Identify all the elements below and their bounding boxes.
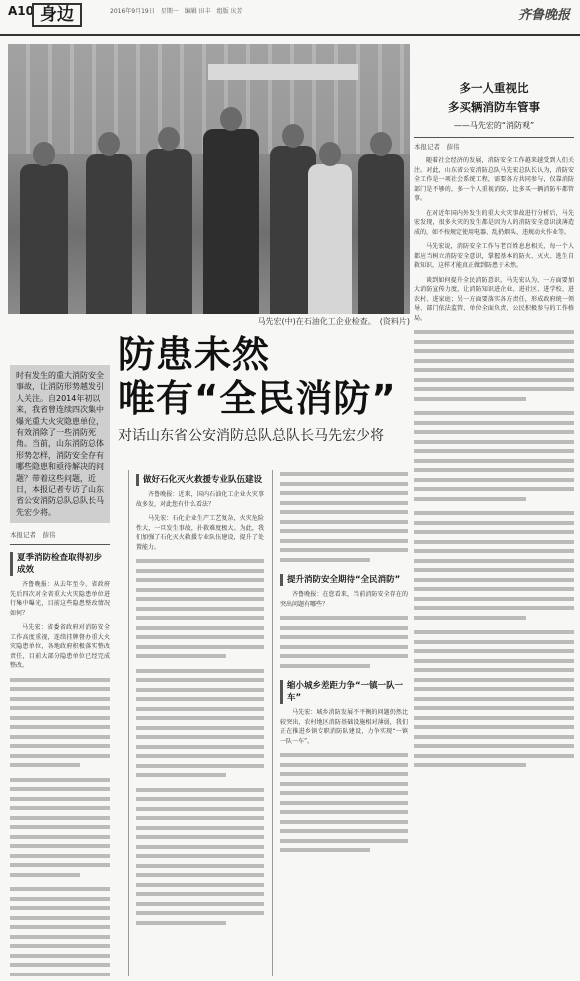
- photo-person: [146, 149, 192, 314]
- page-header: [0, 0, 580, 36]
- side-article-body: [414, 156, 574, 901]
- side-article: [414, 80, 574, 901]
- article-column-3: [280, 470, 408, 976]
- section-heading: 做好石化灭火救援专业队伍建设: [136, 474, 264, 486]
- photo-building-sign: [208, 64, 358, 80]
- column-divider: [128, 470, 129, 976]
- news-photo: [8, 44, 410, 314]
- side-subtitle: ——马先宏的“消防观”: [453, 121, 535, 130]
- divider: [414, 137, 574, 138]
- section-title: 身边: [32, 3, 82, 27]
- main-byline: 本报记者 薛伟: [10, 531, 56, 539]
- side-byline: 本报记者 薛伟: [414, 143, 460, 151]
- issue-meta: 2016年9月19日 星期一 编辑 田丰 组版 庆芳: [110, 8, 243, 15]
- headline-line2: 唯有“全民消防”: [118, 377, 397, 420]
- column-divider: [272, 470, 273, 976]
- divider: [10, 544, 110, 545]
- body-paragraph: 齐鲁晚报：近来，国内石油化工企业火灾事故多发，对此您有什么看法？: [136, 491, 264, 508]
- section-heading: 缩小城乡差距力争“一镇一队一车”: [280, 680, 408, 704]
- body-paragraph: 马先宏说，消防安全工作与老百姓息息相关，每一个人都应当树立消防安全意识，掌握基本的防火、灭火、逃生自救知识，这样才能真正做到防患于未然。: [414, 243, 574, 269]
- body-paragraph: 齐鲁晚报：从去年至今，省政府先后四次对全省重大火灾隐患单位进行集中曝光，目前这些隐患整改情况如何？: [10, 581, 110, 617]
- photo-person: [20, 164, 68, 314]
- section-heading: 夏季消防检查取得初步成效: [10, 552, 110, 576]
- intro-summary: 时有发生的重大消防安全事故，让消防形势越发引人关注。自2014年初以来，我省曾连续四次集中爆光重大火灾隐患单位，有效消除了一些消防死角。当前，山东消防总体形势怎样，消防安全存有哪些隐患和亟待解决的问题？带着这些问题，近日，本报记者专访了山东省公安消防总队总队长马先宏少将。: [10, 365, 110, 523]
- headline-subtitle: 对话山东省公安消防总队总队长马先宏少将: [118, 428, 384, 444]
- article-column-1: [10, 548, 110, 976]
- body-paragraph: 马先宏：石化企业生产工艺复杂，火灾危险性大，一旦发生事故，扑救难度极大。为此，我们加强了石化灭火救援专业队伍建设，提升了处置能力。: [136, 515, 264, 551]
- photo-person: [86, 154, 132, 314]
- body-paragraph: 马先宏：省委省政府对消防安全工作高度重视，连续挂牌督办重大火灾隐患单位，各地政府积极落实整改责任，目前大部分隐患单位已经完成整改。: [10, 624, 110, 669]
- headline-line1: 防患未然: [118, 333, 270, 376]
- section-heading: 提升消防安全期待“全民消防”: [280, 574, 408, 586]
- photo-person: [203, 129, 259, 314]
- photo-caption: 马先宏(中)在石油化工企业检查。 (资料片): [257, 317, 410, 326]
- body-paragraph: 在对近年国内外发生的重大火灾事故进行分析后，马先宏发现，很多火灾的发生都是因为人的消防安全意识淡薄造成的，如不按规定使用电器、乱扔烟头、违规动火作业等。: [414, 209, 574, 236]
- body-paragraph: 随着社会经济的发展，消防安全工作越来越受到人们关注。对此，山东省公安消防总队马先宏总队长认为，消防安全工作是一项社会系统工程，需要各方共同参与，仅靠消防部门是不够的，多一个人重视消防，比多买一辆消防车都管事。: [414, 157, 574, 202]
- body-paragraph: 齐鲁晚报：在您看来，当前消防安全存在的突出问题有哪些？: [280, 591, 408, 608]
- body-paragraph: 马先宏：城乡消防发展不平衡的问题仍然比较突出，农村地区消防基础设施相对薄弱，我们正在推进乡镇专职消防队建设，力争实现“一镇一队一车”。: [280, 709, 408, 745]
- article-column-2: [136, 470, 264, 976]
- newspaper-logo: 齐鲁晚报: [517, 8, 570, 23]
- photo-person: [308, 164, 352, 314]
- photo-person: [358, 154, 404, 314]
- side-title-line1: 多一人重视比: [459, 81, 529, 95]
- side-title-line2: 多买辆消防车管事: [448, 100, 540, 114]
- page-number: A10: [8, 4, 34, 18]
- headline: [118, 333, 397, 421]
- body-paragraph: 谈到如何提升全民消防意识，马先宏认为，一方面要加大消防宣传力度，让消防知识进企业、进社区、进学校、进农村、进家庭；另一方面要落实各方责任，形成政府统一领导、部门依法监管、单位全面负责、公民积极参与的工作格局。: [414, 276, 574, 322]
